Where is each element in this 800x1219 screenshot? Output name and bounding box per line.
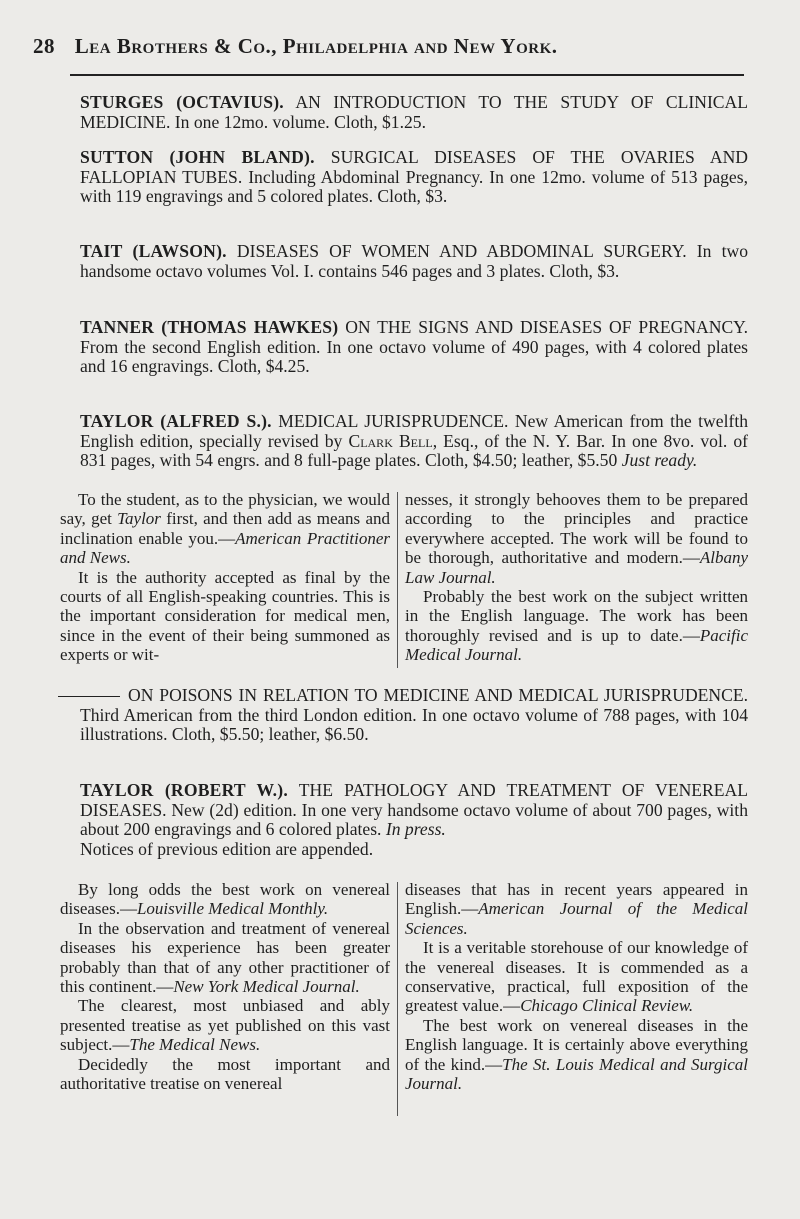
review-source: The St. Louis Medical and Surgical Journal. [405, 1054, 748, 1094]
entry-text: , Esq., of the N. Y. Bar. In one 8vo. vol. of 831 pages, with 54 engrs. and 8 full-page plates. Cloth, $4.50; leather, $5.50 [80, 430, 748, 470]
page-number: 28 [33, 34, 55, 58]
review-quote: Decidedly the most important and authoritative treatise on venereal [60, 1054, 390, 1094]
reviews-left [60, 880, 390, 1093]
column-divider [397, 492, 398, 668]
entry-note: Notices of previous edition are appended. [80, 838, 374, 859]
review-source: New York Medical Journal. [173, 977, 360, 997]
entry-text: ON POISONS IN RELATION TO MEDICINE AND MEDICAL JURISPRUDENCE. Third American from the third London edition. In one octavo volume of 788 pages, with 104 illustrations. Cloth, $5.50; leather, $6.50. [80, 685, 748, 744]
review-source: American Journal of the Medical Sciences. [405, 899, 748, 938]
entry-text: AN INTRODUCTION TO THE STUDY OF CLINICAL MEDICINE. In one 12mo. volume. Cloth, $1.25. [80, 92, 748, 132]
running-header [33, 34, 743, 59]
author-name: TANNER (THOMAS HAWKES) [80, 317, 339, 337]
header-title: Lea Brothers & Co., Philadelphia and New York. [74, 34, 558, 58]
catalog-entry [80, 93, 748, 132]
author-name: SUTTON (JOHN BLAND). [80, 147, 315, 167]
reviews-columns [60, 880, 748, 1120]
entry-text: ON THE SIGNS AND DISEASES OF PREGNANCY. From the second English edition. In one octavo volume of 490 pages, with 4 colored plates and 16 engravings. Cloth, $4.25. [80, 317, 749, 376]
ditto-dash [58, 696, 120, 697]
review-source: American Practitioner and News. [60, 528, 390, 568]
author-name: STURGES (OCTAVIUS). [80, 92, 284, 112]
entry-text: MEDICAL JURISPRUDENCE. New American from the twelfth English edition, specially revised by [80, 411, 749, 451]
entry-status: Just ready. [621, 450, 698, 470]
reviews-right [405, 490, 748, 665]
entry-text: SURGICAL DISEASES OF THE OVARIES AND FALLOPIAN TUBES. Including Abdominal Pregnancy. In one 12mo. volume of 513 pages, with 119 engravings and 5 colored plates. Cloth, $3. [80, 147, 748, 206]
review-quote: diseases that has in recent years appeared in English.—American Journal of the Medical Sciences. [405, 880, 748, 938]
catalog-entry [80, 686, 748, 745]
review-quote: In the observation and treatment of venereal diseases his experience has been greater probably than that of any other practitioner of this continent.—New York Medical Journal. [60, 918, 390, 997]
review-source: The Medical News. [129, 1035, 261, 1055]
catalog-entry [80, 318, 748, 377]
review-quote: To the student, as to the physician, we would say, get Taylor first, and then add as means and inclination enable you.—American Practitioner and News. [60, 490, 390, 568]
reviser-name: Clark Bell [348, 430, 433, 451]
review-quote: Probably the best work on the subject written in the English language. The work has been thoroughly revised and is up to date.—Pacific Medical Journal. [405, 587, 748, 665]
catalog-entry [80, 412, 748, 471]
author-name: TAIT (LAWSON). [80, 241, 227, 261]
review-source: Albany Law Journal. [405, 548, 748, 587]
reviews-left [60, 490, 390, 665]
review-quote: The clearest, most unbiased and ably presented treatise as yet published on this vast subject.—The Medical News. [60, 996, 390, 1055]
review-quote: It is the authority accepted as final by the courts of all English-speaking countries. This is the important consideration for medical men, since in the event of their being summoned as experts or wit- [60, 567, 390, 665]
review-quote: It is a veritable storehouse of our knowledge of the venereal diseases. It is commended as a conservative, practical, full exposition of the greatest value.—Chicago Clinical Review. [405, 938, 748, 1016]
header-rule [70, 74, 744, 76]
catalog-entry [80, 148, 748, 207]
entry-status: In press. [385, 819, 446, 839]
review-source: Pacific Medical Journal. [405, 625, 748, 665]
entry-text: THE PATHOLOGY AND TREATMENT OF VENEREAL DISEASES. New (2d) edition. In one very handsome octavo volume of about 700 pages, with about 200 engravings and 6 colored plates. [80, 780, 748, 839]
author-name: TAYLOR (ALFRED S.). [80, 411, 272, 431]
review-quote: The best work on venereal diseases in the English language. It is certainly above everything of the kind.—The St. Louis Medical and Surgical Journal. [405, 1015, 748, 1094]
column-divider [397, 882, 398, 1116]
review-source: Louisville Medical Monthly. [136, 899, 329, 919]
reviews-right [405, 880, 748, 1093]
review-quote: nesses, it strongly behooves them to be prepared according to the principles and practice everywhere accepted. The work will be found to be thorough, authoritative and modern.—Albany Law Journal. [405, 490, 748, 587]
reviews-columns [60, 490, 748, 672]
catalog-entry [80, 242, 748, 281]
entry-text: DISEASES OF WOMEN AND ABDOMINAL SURGERY. In two handsome octavo volumes Vol. I. contains 546 pages and 3 plates. Cloth, $3. [80, 241, 748, 281]
review-source: Chicago Clinical Review. [520, 996, 694, 1016]
catalog-entry [80, 781, 748, 859]
review-quote: By long odds the best work on venereal diseases.—Louisville Medical Monthly. [60, 880, 390, 919]
author-name: TAYLOR (ROBERT W.). [80, 780, 288, 800]
